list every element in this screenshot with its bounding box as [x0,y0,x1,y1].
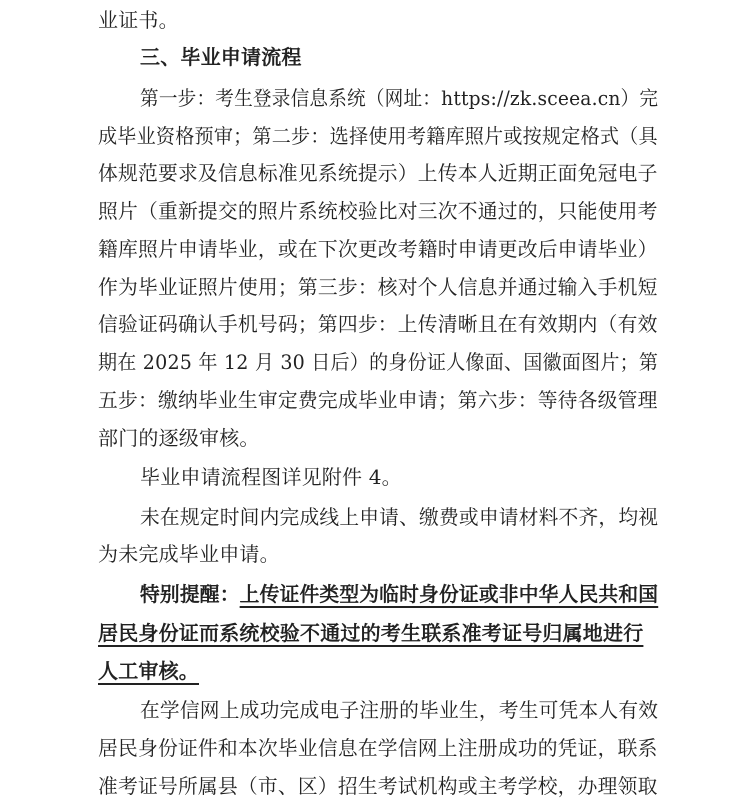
reminder-line-1 [140,582,658,606]
paragraph2-line: 毕业申请流程图详见附件 4。 [140,465,402,489]
paragraph1-line-8: 期在 2025 年 12 月 30 日后）的身份证人像面、国徽面图片；第 [98,350,659,374]
paragraph3-line-2: 为未完成毕业申请。 [98,542,280,566]
paragraph1-line-2: 成毕业资格预审；第二步：选择使用考籍库照片或按规定格式（具 [98,124,658,148]
paragraph1-line-10: 部门的逐级审核。 [98,426,260,450]
paragraph3-line-1: 未在规定时间内完成线上申请、缴费或申请材料不齐，均视 [140,505,659,529]
paragraph1-line-4: 照片（重新提交的照片系统校验比对三次不通过的，只能使用考 [98,199,658,223]
reminder-label: 特别提醒： [140,582,240,606]
paragraph1-line-3: 体规范要求及信息标准见系统提示）上传本人近期正面免冠电子 [98,161,658,185]
paragraph4-line-2: 居民身份证件和本次毕业信息在学信网上注册成功的凭证，联系 [98,736,658,760]
paragraph4-line-1: 在学信网上成功完成电子注册的毕业生，考生可凭本人有效 [140,698,659,722]
reminder-line-3: 人工审核。 [98,659,199,683]
reminder-line-2: 居民身份证而系统校验不通过的考生联系准考证号归属地进行 [98,621,644,645]
paragraph1-line-7: 信验证码确认手机号码；第四步：上传清晰且在有效期内（有效 [98,312,658,336]
paragraph1-line-1: 第一步：考生登录信息系统（网址：https://zk.sceea.cn）完 [140,86,659,110]
reminder-text-1: 上传证件类型为临时身份证或非中华人民共和国 [239,582,659,606]
paragraph4-line-3: 准考证号所属县（市、区）招生考试机构或主考学校，办理领取 [98,774,658,798]
line-top: 业证书。 [98,8,179,32]
paragraph1-line-9: 五步：缴纳毕业生审定费完成毕业申请；第六步：等待各级管理 [98,388,658,412]
paragraph1-line-6: 作为毕业证照片使用；第三步：核对个人信息并通过输入手机短 [98,275,658,299]
section-heading: 三、毕业申请流程 [140,45,302,69]
paragraph1-line-5: 籍库照片申请毕业，或在下次更改考籍时申请更改后申请毕业） [98,237,658,261]
